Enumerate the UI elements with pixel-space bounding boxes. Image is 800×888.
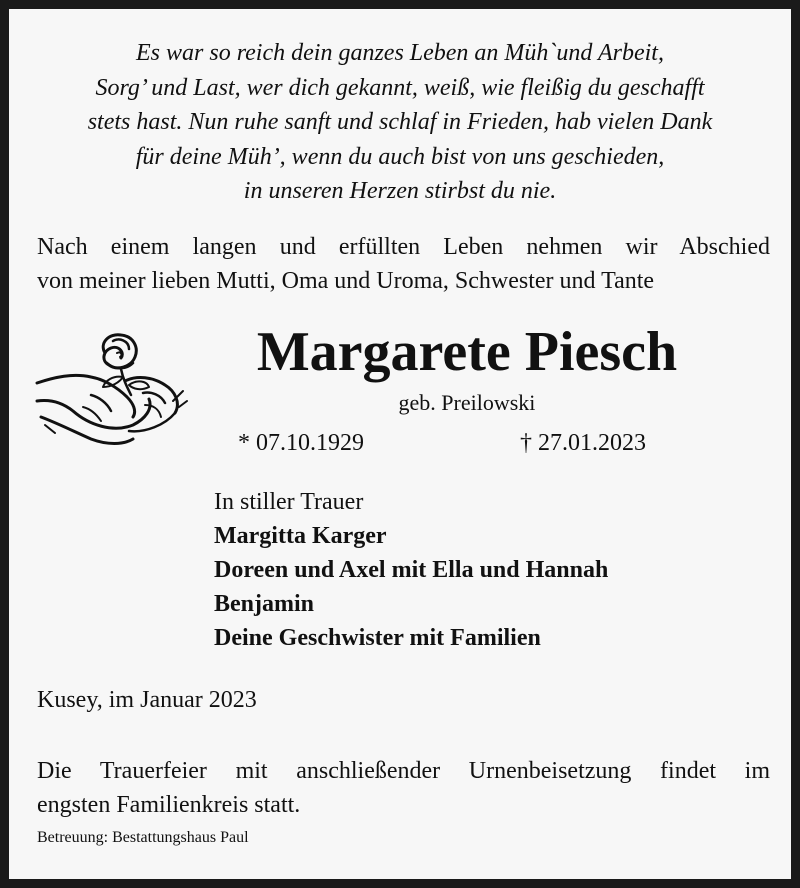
ceremony-line: Die Trauerfeier mit anschließender Urnenbeisetzung findet im	[37, 758, 770, 784]
birth-date: * 07.10.1929	[238, 430, 364, 456]
hands-with-rose-icon	[33, 321, 189, 451]
obituary-notice	[9, 9, 791, 879]
poem-line: stets hast. Nun ruhe sanft und schlaf in Frieden, hab vielen Dank	[87, 109, 713, 135]
poem-line: Sorg’ und Last, wer dich gekannt, weiß, wie fleißig du geschafft	[95, 74, 705, 101]
funeral-home-credit: Betreuung: Bestattungshaus Paul	[37, 829, 249, 846]
death-date: † 27.01.2023	[520, 430, 646, 456]
farewell-intro	[37, 230, 770, 298]
intro-line: Nach einem langen und erfüllten Leben nehmen wir Abschied	[37, 234, 770, 260]
ceremony-notice	[37, 754, 770, 822]
poem-line: in unseren Herzen stirbst du nie.	[243, 178, 557, 204]
memorial-poem	[29, 36, 771, 209]
intro-line: von meiner lieben Mutti, Oma und Uroma, Schwester und Tante	[37, 268, 655, 294]
maiden-name: geb. Preilowski	[398, 390, 536, 415]
mourner-name: Deine Geschwister mit Familien	[214, 625, 541, 651]
ceremony-line: engsten Familienkreis statt.	[37, 792, 301, 818]
mourner-name: Margitta Karger	[214, 523, 387, 549]
mourner-name: Benjamin	[214, 591, 315, 617]
place-and-date: Kusey, im Januar 2023	[37, 687, 257, 713]
poem-line: für deine Müh’, wenn du auch bist von uns geschieden,	[135, 143, 665, 170]
mourning-heading: In stiller Trauer	[214, 489, 364, 515]
mourners-list	[214, 485, 608, 655]
poem-line: Es war so reich dein ganzes Leben an Müh`und Arbeit,	[136, 40, 664, 66]
deceased-name: Margarete Piesch	[256, 321, 678, 383]
mourner-name: Doreen und Axel mit Ella und Hannah	[214, 557, 609, 583]
